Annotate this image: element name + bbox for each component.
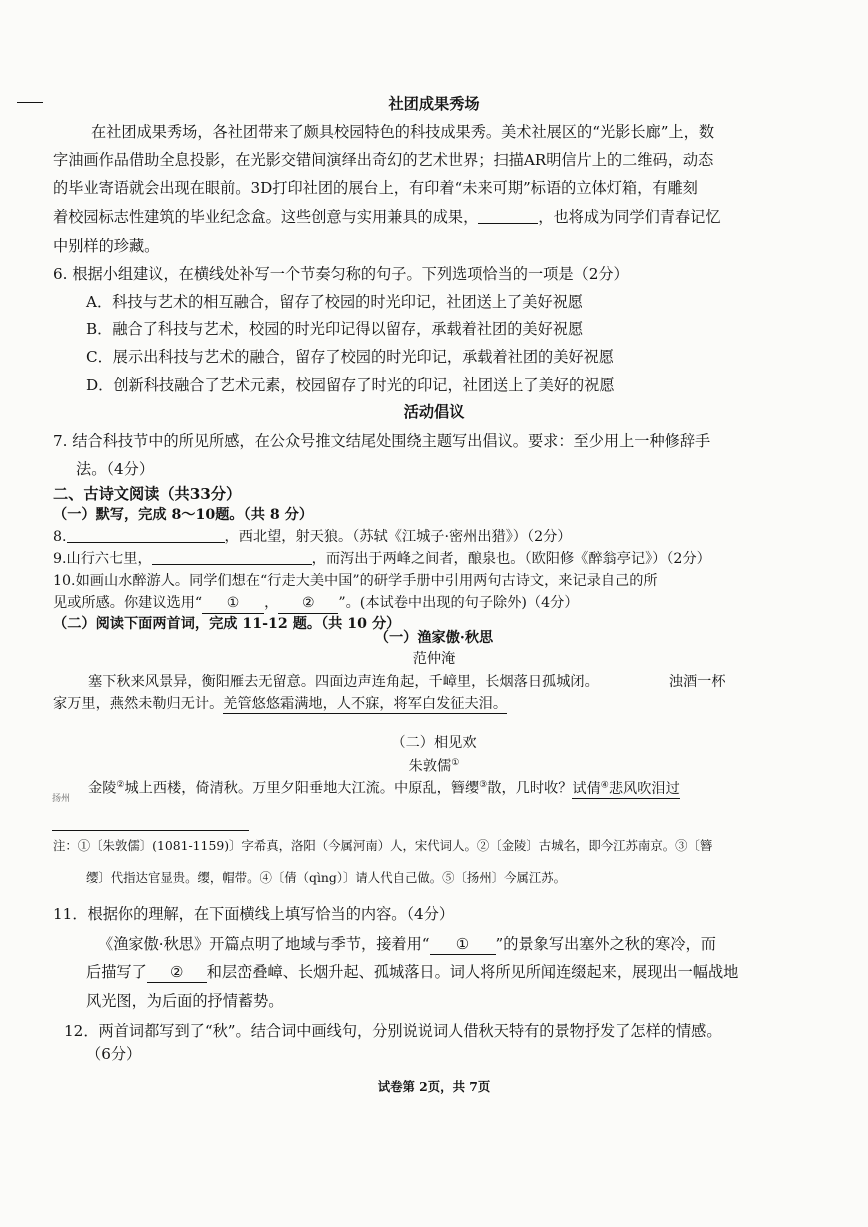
- footnote-marker: ①: [451, 758, 460, 768]
- cut-off-text: 扬州: [52, 794, 71, 804]
- section-2-title: 二、古诗文阅读（共33分）: [53, 485, 242, 503]
- footnote-rule: [52, 830, 249, 831]
- question-11-stem: 11．根据你的理解，在下面横线上填写恰当的内容。（4分）: [53, 905, 455, 923]
- section-title-activity: 活动倡议: [403, 403, 465, 421]
- poem-2-title: （二）相见欢: [391, 735, 477, 751]
- poem-1-title: （一）渔家傲·秋思: [374, 630, 494, 646]
- question-8: [53, 527, 571, 547]
- fill-blank-1[interactable]: ①: [430, 934, 496, 955]
- paragraph-line: 的毕业寄语就会出现在眼前。3D打印社团的展台上，有印着“未来可期”标语的立体灯箱，有雕刻: [53, 179, 698, 197]
- underlined-poem-line: 悲风吹泪过: [608, 780, 680, 797]
- page-footer: 试卷第 2页，共 7页: [377, 1079, 491, 1094]
- q6-option-d[interactable]: D．创新科技融合了艺术元素，校园留存了时光的印记，社团送上了美好的祝愿: [86, 376, 615, 394]
- paragraph-line: 字油画作品借助全息投影，在光影交错间演绎出奇幻的艺术世界；扫描AR明信片上的二维码，动态: [53, 151, 714, 169]
- author-name: 朱敦儒: [408, 758, 452, 775]
- question-text: 后描写了: [86, 963, 147, 981]
- subsection-1-title: （一）默写，完成 8～10题。（共 8 分）: [53, 507, 314, 523]
- q6-option-c[interactable]: C．展示出科技与艺术的融合，留存了校园的时光印记，承载着社团的美好祝愿: [86, 348, 614, 366]
- question-text: ，西北望，射天狼。（苏轼《江城子·密州出猎》）（2分）: [224, 529, 572, 545]
- question-text: 见或所感。你建议选用“: [53, 595, 203, 611]
- question-11-line: [98, 934, 716, 955]
- question-11-line: 风光图，为后面的抒情蓄势。: [86, 992, 284, 1010]
- q6-option-b[interactable]: B．融合了科技与艺术，校园的时光印记得以留存，承载着社团的美好祝愿: [86, 320, 584, 338]
- fill-blank[interactable]: [152, 550, 312, 565]
- paragraph-text: 着校园标志性建筑的毕业纪念盒。这些创意与实用兼具的成果，: [53, 208, 479, 226]
- paragraph-line: [53, 207, 721, 227]
- question-text: 9.山行六七里，: [53, 551, 152, 567]
- poem-text: 浊酒一杯: [668, 674, 726, 690]
- poem-text: 散，几时收？: [487, 780, 573, 797]
- question-text: ，: [264, 595, 279, 611]
- footnote-line: 注：①〔朱敦儒〕(1081-1159)〕字希真，洛阳（今属河南）人，宋代词人。②〔金陵〕古城名，即今江苏南京。③〔簪: [53, 838, 713, 853]
- fill-blank[interactable]: [67, 528, 225, 543]
- fill-blank-1[interactable]: ①: [202, 593, 264, 614]
- poem-text: 金陵: [88, 780, 117, 797]
- poem-text: 家万里，燕然未勒归无计。: [53, 696, 224, 712]
- question-10-line: [53, 593, 579, 614]
- question-6-stem: 6. 根据小组建议，在横线处补写一个节奏匀称的句子。下列选项恰当的一项是（2分）: [53, 265, 629, 283]
- footnote-marker: ③: [479, 780, 488, 790]
- q6-option-a[interactable]: A．科技与艺术的相互融合，留存了校园的时光印记，社团送上了美好祝愿: [86, 293, 583, 311]
- subsection-2-title: （二）阅读下面两首词，完成 11-12 题。（共 10 分）: [53, 616, 401, 632]
- footnote-marker: ④: [600, 780, 609, 790]
- underlined-poem-line: 试倩: [572, 780, 601, 797]
- section-title-showcase: 社团成果秀场: [388, 95, 480, 113]
- poem-1-line: [88, 672, 726, 692]
- question-text: 和层峦叠嶂、长烟升起、孤城落日。词人将所见所闻连缀起来，展现出一幅战地: [206, 963, 739, 981]
- underlined-poem-line: 羌管悠悠霜满地，人不寐，将军白发征夫泪。: [223, 696, 508, 712]
- fill-blank-2[interactable]: ②: [278, 593, 338, 614]
- question-10-line: 10.如画山水醉游人。同学们想在“行走大美中国”的研学手册中引用两句古诗文，来记录自己的所: [53, 573, 658, 589]
- question-12-line: 12．两首词都写到了“秋”。结合词中画线句，分别说说词人借秋天特有的景物抒发了怎样的情感。: [64, 1022, 722, 1040]
- poem-2-line: [88, 775, 680, 799]
- poem-2-author: [0, 753, 868, 777]
- footnote-marker: ②: [116, 780, 125, 790]
- question-11-line: [86, 962, 738, 983]
- paragraph-text: ，也将成为同学们青春记忆: [538, 208, 721, 226]
- poem-1-line: [53, 694, 507, 714]
- question-text: ”。(本试卷中出现的句子除外)（4分）: [338, 595, 579, 611]
- question-number: 8.: [53, 529, 67, 545]
- question-7-line: 法。（4分）: [76, 460, 155, 478]
- paragraph-line: 中别样的珍藏。: [53, 237, 160, 255]
- footnote-line: 缨〕代指达官显贵。缨，帽带。④〔倩（qìng）〕请人代自己做。⑤〔扬州〕今属江苏。: [86, 870, 567, 885]
- question-9: [53, 549, 711, 569]
- question-text: ，而泻出于两峰之间者，酿泉也。（欧阳修《醉翁亭记》）（2分）: [311, 551, 711, 567]
- poem-1-author: 范仲淹: [412, 651, 456, 667]
- poem-text: 塞下秋来风景异，衡阳雁去无留意。四面边声连角起，千嶂里，长烟落日孤城闭。: [88, 674, 599, 690]
- fill-blank-2[interactable]: ②: [147, 962, 207, 983]
- paragraph-line: 在社团成果秀场，各社团带来了颇具校园特色的科技成果秀。美术社展区的“光影长廊”上，数: [91, 123, 715, 141]
- question-text: 《渔家傲·秋思》开篇点明了地域与季节，接着用“: [98, 935, 430, 953]
- fill-blank[interactable]: [478, 209, 538, 224]
- question-text: ”的景象写出塞外之秋的寒冷，而: [495, 935, 716, 953]
- poem-text: 城上西楼，倚清秋。万里夕阳垂地大江流。中原乱，簪缨: [124, 780, 480, 797]
- question-12-line: （6分）: [86, 1045, 142, 1063]
- question-7-line: 7. 结合科技节中的所见所感，在公众号推文结尾处围绕主题写出倡议。要求：至少用上一种修辞手: [53, 432, 711, 450]
